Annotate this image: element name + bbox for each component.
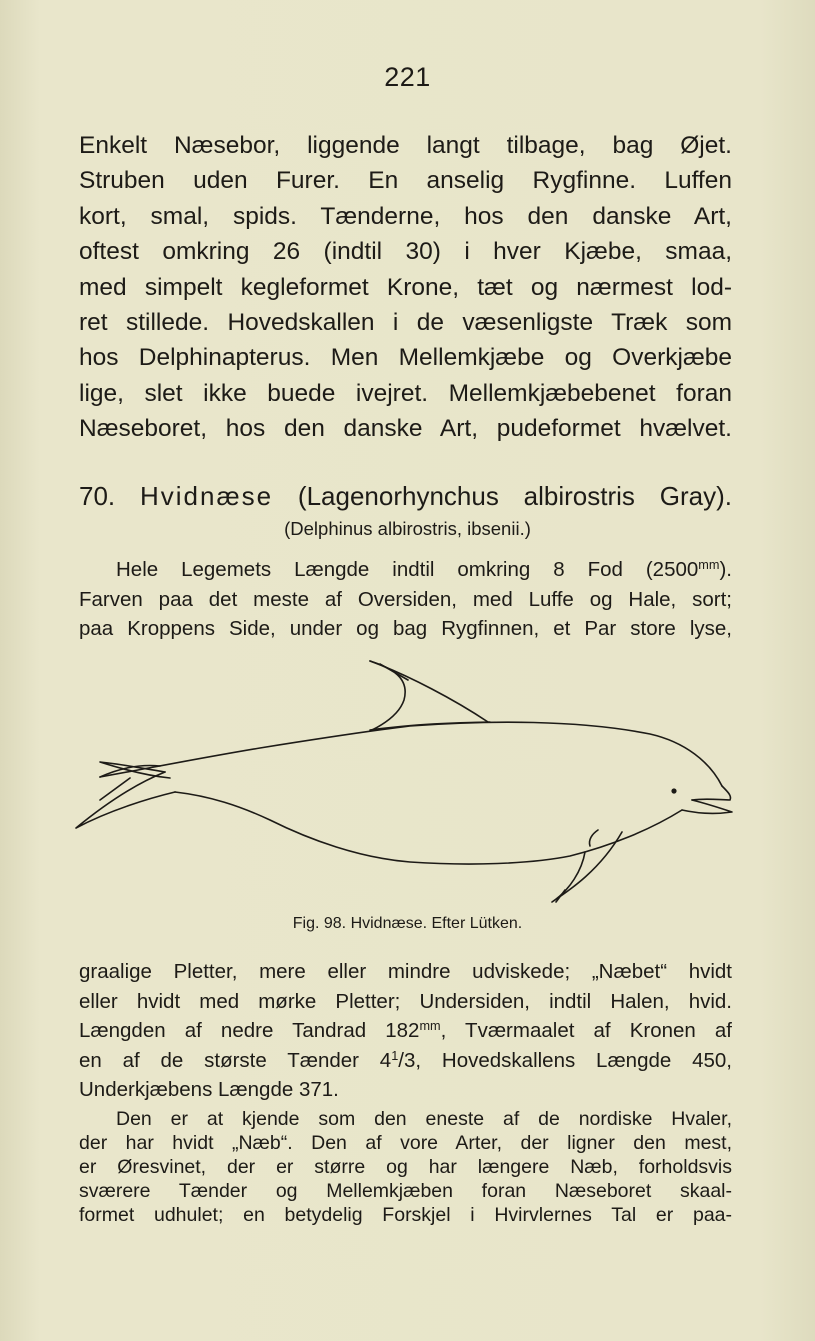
text-line: graalige Pletter, mere eller mindre udviskede; „Næbet“ hvidt [79, 960, 732, 983]
species-heading [79, 478, 732, 514]
text-fragment: en af de største Tænder 4 [79, 1048, 392, 1072]
dolphin-lower-beak [682, 800, 732, 813]
dolphin-eye [672, 789, 676, 793]
text-line: der har hvidt „Næb“. Den af vore Arter, der ligner den mest, [79, 1132, 732, 1154]
species-scientific-name: (Lagenorhynchus albirostris Gray). [297, 481, 732, 511]
text-line: er Øresvinet, der er større og har længere Næb, forholdsvis [79, 1156, 732, 1178]
dolphin-drawing [70, 650, 740, 912]
text-line: eller hvidt med mørke Pletter; Undersiden, indtil Halen, hvid. [79, 989, 732, 1013]
text-line: formet udhulet; en betydelig Forskjel i Hvirvlernes Tal er paa- [79, 1204, 732, 1226]
paragraph-comparison [79, 1107, 732, 1227]
text-fragment: Længden af nedre Tandrad 182 [79, 1019, 420, 1042]
dolphin-back [100, 722, 722, 786]
text-fragment: ). [719, 558, 732, 581]
text-line: Enkelt Næsebor, liggende langt tilbage, bag Øjet. [79, 132, 732, 159]
figure-caption: Fig. 98. Hvidnæse. Efter Lütken. [292, 915, 523, 932]
text-line [79, 1016, 732, 1046]
text-line: sværere Tænder og Mellemkjæben foran Næseboret skaal- [79, 1180, 732, 1202]
dolphin-belly [175, 792, 682, 864]
dorsal-fin-rear [370, 661, 488, 722]
dolphin-upper-beak [692, 786, 731, 800]
text-line: lige, slet ikke buede ivejret. Mellemkjæbebenet foran [79, 379, 732, 407]
text-line: Næseboret, hos den danske Art, pudeformet hvælvet. [79, 415, 732, 443]
text-line [79, 555, 732, 585]
paragraph-size-color [79, 555, 732, 644]
unit-superscript: mm [698, 557, 720, 573]
text-line: Underkjæbens Længde 371. [79, 1078, 339, 1101]
text-line [79, 1046, 732, 1076]
fraction-numerator: 1 [391, 1047, 399, 1063]
species-common-name: Hvidnæse [140, 481, 274, 511]
paragraph-genus-description [79, 128, 732, 447]
text-line: paa Kroppens Side, under og bag Rygfinnen, et Par store lyse, [79, 617, 732, 640]
text-line: hos Delphinapterus. Men Mellemkjæbe og Overkjæbe [79, 344, 732, 372]
species-synonyms: (Delphinus albirostris, ibsenii.) [284, 518, 531, 539]
page-number: 221 [384, 62, 431, 92]
text-fragment: , Tværmaalet af Kronen af [440, 1019, 732, 1042]
text-line: Den er at kjende som den eneste af de nordiske Hvaler, [116, 1108, 732, 1130]
dorsal-fin-front [370, 661, 405, 730]
unit-superscript: mm [419, 1018, 441, 1034]
dolphin-illustration [70, 650, 740, 912]
text-fragment: , Hovedskallens Længde 450, [415, 1048, 732, 1072]
paragraph-measurements [79, 957, 732, 1105]
text-line: kort, smal, spids. Tænderne, hos den danske Art, [79, 202, 732, 230]
dolphin-flipper [552, 832, 622, 902]
text-line: med simpelt kegleformet Krone, tæt og nærmest lod- [79, 273, 732, 301]
fraction-denominator: /3 [398, 1048, 416, 1072]
text-line: Farven paa det meste af Oversiden, med Luffe og Hale, sort; [79, 587, 732, 611]
text-line: oftest omkring 26 (indtil 30) i hver Kjæbe, smaa, [79, 238, 732, 266]
text-line: Struben uden Furer. En anselig Rygfinne. Luffen [79, 167, 732, 195]
text-line: ret stillede. Hovedskallen i de væsenligste Træk som [79, 308, 732, 336]
species-number: 70. [79, 481, 116, 511]
text-fragment: Hele Legemets Længde indtil omkring 8 Fod (2500 [116, 558, 699, 581]
